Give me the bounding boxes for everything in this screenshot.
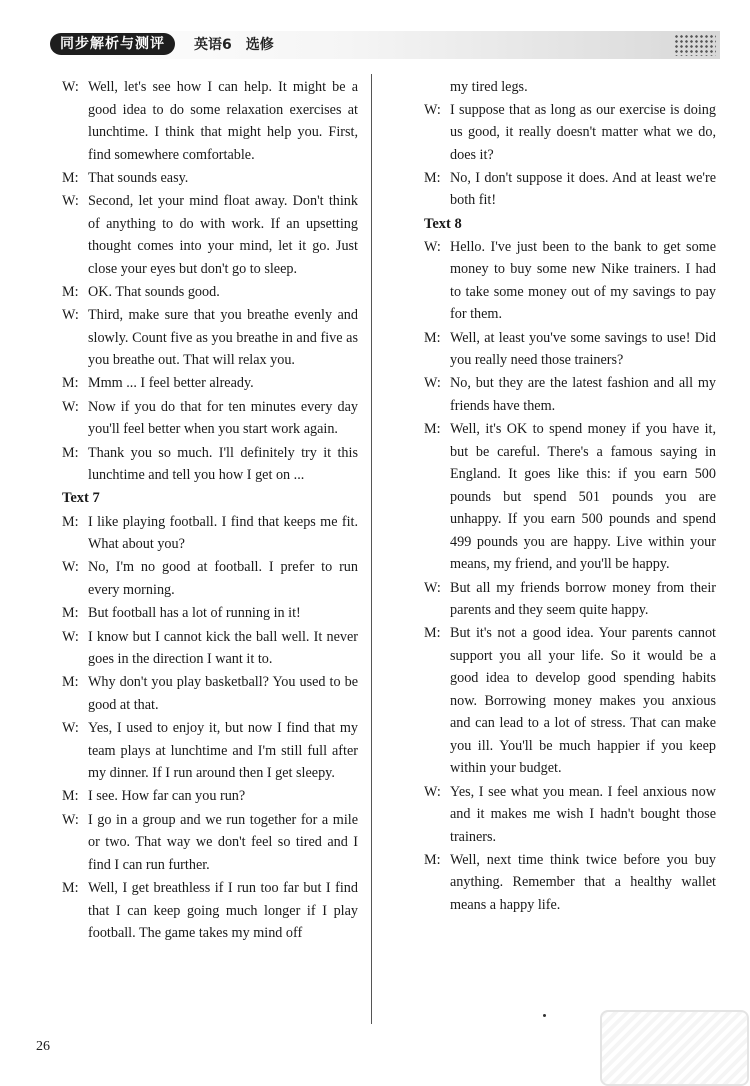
dialogue-text: But all my friends borrow money from their parents and they seem quite happy. [450, 579, 716, 619]
dialogue-line [62, 396, 358, 441]
dialogue-text: Now if you do that for ten minutes every day you'll feel better when you start work again. [88, 398, 358, 438]
speaker-label: M: [62, 674, 79, 691]
dialogue-text: I go in a group and we run together for a mile or two. That way we don't feel so tired and I find I can run further. [88, 811, 358, 873]
dialogue-line [62, 76, 358, 166]
dialogue-text: Thank you so much. I'll definitely try it this lunchtime and tell you how I get on ... [88, 444, 358, 484]
dialogue-line [424, 577, 716, 622]
speaker-label: M: [424, 169, 441, 186]
section-title: Text 8 [424, 215, 462, 232]
ink-speck [543, 1014, 546, 1017]
speaker-label: W: [62, 193, 79, 210]
page-header [44, 31, 720, 59]
dialogue-text: Well, let's see how I can help. It might be a good idea to do some relaxation exercises at lunchtime. I think that might help you. First, find somewhere comfortable. [88, 79, 358, 163]
speaker-label: W: [424, 579, 441, 596]
dialogue-continuation: my tired legs. [450, 79, 528, 95]
dialogue-line [424, 849, 716, 917]
column-divider [371, 74, 372, 1024]
dialogue-text: No, but they are the latest fashion and all my friends have them. [450, 375, 716, 414]
speaker-label: M: [62, 444, 79, 461]
speaker-label: W: [424, 238, 441, 255]
speaker-label: W: [62, 307, 79, 324]
dialogue-line [62, 304, 358, 372]
dialogue-text: I see. How far can you run? [88, 788, 246, 805]
dialogue-line [424, 418, 716, 576]
dialogue-text: Well, at least you've some savings to use! Did you really need those trainers? [450, 329, 716, 369]
speaker-label: M: [62, 513, 79, 530]
dialogue-text: Why don't you play basketball? You used to be good at that. [88, 674, 358, 713]
speaker-label: W: [62, 811, 79, 828]
dialogue-text: I know but I cannot kick the ball well. It never goes in the direction I want it to. [88, 628, 358, 668]
speaker-label: M: [424, 851, 441, 868]
header-decoration [674, 34, 716, 56]
speaker-label: M: [62, 880, 79, 897]
watermark-logo [600, 1010, 749, 1086]
dialogue-text: Yes, I see what you mean. I feel anxious now and it makes me wish I hadn't bought those trainers. [450, 783, 716, 845]
dialogue-text: Well, it's OK to spend money if you have it, but be careful. There's a famous saying in England. It goes like this: if you earn 500 pounds but spend 501 pounds you are unhappy. If you earn 500 pounds and spend 499 pounds you are happy. Live within your means, my friend, and you'll be happy. [450, 421, 716, 573]
speaker-label: W: [62, 628, 79, 645]
dialogue-line [62, 785, 358, 808]
dialogue-line [62, 167, 358, 190]
dialogue-line [424, 327, 716, 372]
speaker-label: M: [62, 283, 79, 300]
section-title: Text 7 [62, 490, 100, 507]
dialogue-text: I like playing football. I find that keeps me fit. What about you? [88, 513, 358, 553]
dialogue-line [62, 877, 358, 945]
speaker-label: W: [62, 559, 79, 576]
dialogue-line [62, 717, 358, 785]
speaker-label: W: [62, 720, 79, 737]
dialogue-line [62, 372, 358, 395]
dialogue-line [424, 236, 716, 326]
dialogue-line [62, 556, 358, 601]
speaker-label: M: [62, 375, 79, 392]
dialogue-line [62, 626, 358, 671]
speaker-label: W: [424, 375, 441, 392]
dialogue-text: Yes, I used to enjoy it, but now I find that my team plays at lunchtime and I'm still full after my dinner. If I run around then I get sleepy. [88, 720, 358, 782]
speaker-label: W: [62, 79, 79, 95]
dialogue-text: That sounds easy. [88, 169, 189, 186]
dialogue-line [424, 167, 716, 212]
dialogue-text: Well, I get breathless if I run too far but I find that I can keep going much longer if I play football. The game takes my mind off [88, 880, 358, 942]
dialogue-line [424, 99, 716, 167]
right-column [424, 76, 716, 917]
dialogue-text: No, I'm no good at football. I prefer to run every morning. [88, 559, 358, 598]
left-column [62, 76, 358, 945]
speaker-label: M: [424, 421, 441, 438]
speaker-label: M: [62, 605, 79, 622]
dialogue-line [62, 281, 358, 304]
speaker-label: M: [62, 788, 79, 805]
dialogue-text: Mmm ... I feel better already. [88, 375, 254, 392]
dialogue-line [424, 622, 716, 780]
dialogue-text: I suppose that as long as our exercise is doing us good, it really doesn't matter what we do, does it? [450, 101, 716, 163]
dialogue-text: But it's not a good idea. Your parents cannot support you all your life. So it would be a good idea to develop good spending habits now. Borrowing money makes you anxious and can lead to a lot of stress. That can make you ill. You'll be much happier if you keep within your budget. [450, 625, 716, 777]
dialogue-text: OK. That sounds good. [88, 283, 220, 300]
speaker-label: W: [424, 783, 441, 800]
dialogue-line [424, 781, 716, 849]
page-number: 26 [36, 1039, 50, 1054]
dialogue-line [62, 442, 358, 487]
dialogue-line [424, 372, 716, 417]
dialogue-text: Second, let your mind float away. Don't think of anything to do with work. If an upsetting thought comes into your mind, let it go. Just close your eyes but don't go to sleep. [88, 193, 358, 277]
dialogue-text: Third, make sure that you breathe evenly and slowly. Count five as you breathe in and five as you breathe out. That will relax you. [88, 307, 358, 369]
speaker-label: W: [62, 398, 79, 415]
speaker-label: M: [62, 169, 79, 186]
dialogue-text: No, I don't suppose it does. And at least we're both fit! [450, 169, 716, 209]
dialogue-line [62, 671, 358, 716]
dialogue-text: But football has a lot of running in it! [88, 605, 301, 622]
dialogue-line [62, 809, 358, 877]
speaker-label: M: [424, 329, 441, 346]
speaker-label: W: [424, 101, 441, 118]
dialogue-text: Well, next time think twice before you buy anything. Remember that a healthy wallet means a happy life. [450, 851, 716, 913]
dialogue-line [62, 190, 358, 280]
speaker-label: M: [424, 625, 441, 642]
dialogue-line [62, 602, 358, 625]
series-title: 同步解析与测评 [50, 33, 175, 55]
dialogue-line [62, 511, 358, 556]
dialogue-text: Hello. I've just been to the bank to get some money to buy some new Nike trainers. I had to take some money out of my savings to pay for them. [450, 238, 716, 323]
subject-label: 英语6 选修 [194, 37, 274, 53]
